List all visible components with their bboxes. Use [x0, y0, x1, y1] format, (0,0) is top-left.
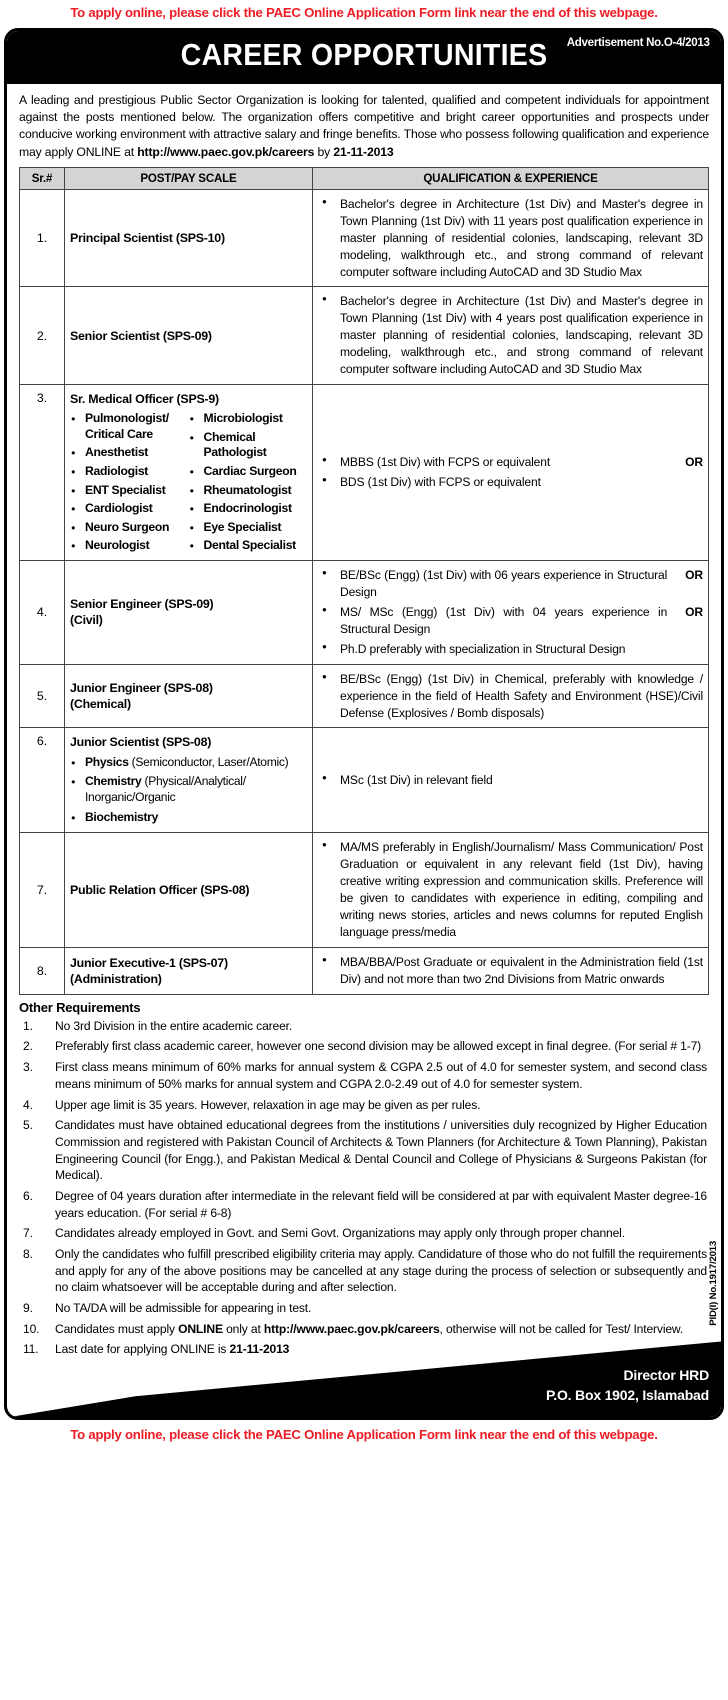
row-qualification — [313, 664, 709, 728]
specialty-list-right — [189, 411, 308, 554]
subject-list — [70, 755, 307, 826]
qualification-item — [318, 567, 703, 601]
post-title: Junior Executive-1 (SPS-07) — [70, 955, 228, 970]
specialties-container — [70, 411, 307, 557]
header-bar — [6, 30, 722, 84]
or-label: ● OR — [685, 568, 703, 583]
post-title: Junior Engineer (SPS-08) — [70, 680, 213, 695]
table-row — [20, 833, 709, 948]
footer-signature-block — [546, 1365, 709, 1406]
qualification-item: ● Bachelor's degree in Architecture (1st Div) and Master's degree in Town Planning (1st Div) with 11 years post qualification experience in master planning of residential colonies, landscaping, relevant 3D modeling, walkthrough etc., and strong command of relevant computer software including AutoCAD and 3D Studio Max — [318, 196, 703, 281]
specialty-list-left — [70, 411, 189, 554]
post-subtitle: (Chemical) — [70, 697, 131, 712]
row-qualification — [313, 189, 709, 287]
post-title: Junior Scientist (SPS-08) — [70, 735, 212, 750]
requirement-post: , otherwise will not be called for Test/ Interview. — [439, 1321, 684, 1336]
row-serial: 3. — [20, 385, 65, 561]
row-post — [65, 728, 313, 833]
requirement-item: Upper age limit is 35 years. However, relaxation in age may be given as per rules. — [55, 1097, 481, 1112]
table-row — [20, 385, 709, 561]
specialty-item: ● Anesthetist — [70, 445, 189, 461]
specialties-column-right — [189, 411, 308, 557]
row-post — [65, 189, 313, 287]
row-qualification — [313, 833, 709, 948]
qualification-list — [318, 567, 703, 658]
table-row — [20, 189, 709, 287]
last-date-pre: Last date for applying ONLINE is — [55, 1342, 230, 1357]
row-serial: 1. — [20, 189, 65, 287]
qualification-item: ● MBA/BBA/Post Graduate or equivalent in the Administration field (1st Div) and not more than two 2nd Divisions from Matric onwards — [318, 954, 703, 988]
qualification-text: MBBS (1st Div) with FCPS or equivalent — [340, 455, 551, 470]
subject-name: Biochemistry — [85, 809, 159, 824]
advertisement-number: Advertisement No.O-4/2013 — [567, 34, 710, 49]
requirement-item: Degree of 04 years duration after intermediate in the relevant field will be considered at par with equivalent Master degree-16 years education. (For serial # 6-8) — [55, 1188, 707, 1220]
intro-by-label: by — [314, 144, 334, 159]
posts-table — [19, 167, 709, 995]
column-header-post: POST/PAY SCALE — [65, 167, 313, 189]
qualification-item: ● MSc (1st Div) in relevant field — [318, 772, 703, 789]
qualification-list — [318, 293, 703, 378]
post-title: Senior Scientist (SPS-09) — [70, 328, 212, 343]
row-serial: 4. — [20, 561, 65, 665]
specialty-item: ● Eye Specialist — [189, 520, 308, 536]
requirement-item: No TA/DA will be admissible for appearing in test. — [55, 1301, 312, 1316]
qualification-item — [318, 604, 703, 638]
advertisement-frame — [4, 28, 724, 1421]
qualification-item: ● MA/MS preferably in English/Journalism/ Mass Communication/ Post Graduation or equivalent in any relevant field (1st Div), having creative writing expression and communication skills. Preference will be given to candidates with experience in editing, compiling and writing news stories, articles and news columns for reputed English language press/media — [318, 839, 703, 941]
requirement-item: Only the candidates who fulfill prescribed eligibility criteria may apply. Candidature of those who do not fulfill the requirements and apply for any of the above positions may be cancelled at any stage during the process of selection or subsequently and no claim whatsoever will be acceptable during and after selection. — [55, 1247, 707, 1295]
row-qualification — [313, 728, 709, 833]
intro-paragraph — [7, 84, 721, 167]
qualification-item — [318, 454, 703, 471]
apply-online-banner-top: To apply online, please click the PAEC Online Application Form link near the end of this webpage. — [70, 5, 658, 20]
qualification-list — [318, 772, 703, 789]
apply-online-banner-bottom: To apply online, please click the PAEC Online Application Form link near the end of this webpage. — [70, 1427, 658, 1443]
subject-item — [70, 755, 307, 771]
requirement-item-lastdate — [19, 1341, 707, 1358]
qualification-list — [318, 839, 703, 941]
or-label: ● OR — [685, 604, 703, 619]
row-post — [65, 833, 313, 948]
qualification-item: ● BE/BSc (Engg) (1st Div) in Chemical, preferably with knowledge / experience in the field of Health Safety and Environment (HSE)/Civil Defense (Explosives / Bomb disposals) — [318, 671, 703, 722]
online-keyword: ONLINE — [178, 1321, 223, 1336]
specialty-item: ● Dental Specialist — [189, 538, 308, 554]
specialty-item: ● Pulmonologist/ Critical Care — [70, 411, 189, 442]
specialty-item: ● Neurologist — [70, 538, 189, 554]
row-qualification — [313, 385, 709, 561]
table-row — [20, 287, 709, 385]
subject-name: Physics — [85, 754, 129, 769]
post-title: Senior Engineer (SPS-09) — [70, 597, 214, 612]
post-subtitle: (Administration) — [70, 971, 162, 986]
subject-item — [70, 810, 307, 826]
subject-name: Chemistry — [85, 774, 142, 789]
requirement-item: First class means minimum of 60% marks for annual system & CGPA 2.5 out of 4.0 for semester system, and second class means minimum of 50% marks for annual system and CGPA 2.0-2.49 out of 4.0 for semester system. — [55, 1060, 707, 1091]
row-post — [65, 385, 313, 561]
footer-section — [7, 1341, 721, 1417]
last-date-list — [7, 1341, 721, 1358]
qualification-text: MS/ MSc (Engg) (1st Div) with 04 years experience in Structural Design — [340, 604, 668, 636]
qualification-item: ● BDS (1st Div) with FCPS or equivalent — [318, 474, 703, 491]
careers-url-link[interactable]: http://www.paec.gov.pk/careers — [263, 1321, 440, 1336]
requirement-item: Candidates already employed in Govt. and Semi Govt. Organizations may apply only through proper channel. — [55, 1226, 625, 1241]
signatory-title: Director HRD — [623, 1366, 709, 1383]
qualification-list — [318, 454, 703, 491]
qualification-item: ● Ph.D preferably with specialization in Structural Design — [318, 641, 703, 658]
qualification-list — [318, 196, 703, 281]
row-serial: 5. — [20, 664, 65, 728]
page-title: CAREER OPPORTUNITIES — [180, 36, 548, 72]
row-qualification — [313, 287, 709, 385]
subject-item — [70, 774, 307, 805]
row-post — [65, 947, 313, 994]
qualification-text: BE/BSc (Engg) (1st Div) with 06 years experience in Structural Design — [340, 568, 668, 599]
row-qualification — [313, 561, 709, 665]
specialties-column-left — [70, 411, 189, 557]
table-header-row — [20, 167, 709, 189]
table-row — [20, 728, 709, 833]
intro-deadline: 21-11-2013 — [333, 144, 394, 159]
row-qualification — [313, 947, 709, 994]
subject-detail: (Semiconductor, Laser/Atomic) — [128, 754, 289, 769]
signatory-address: P.O. Box 1902, Islamabad — [545, 1387, 709, 1404]
row-post — [65, 664, 313, 728]
specialty-item: ● Neuro Surgeon — [70, 520, 189, 536]
row-serial: 8. — [20, 947, 65, 994]
row-serial: 2. — [20, 287, 65, 385]
other-requirements-heading: Other Requirements — [19, 999, 141, 1015]
requirement-mid: only at — [222, 1321, 264, 1336]
column-header-sr: Sr.# — [20, 167, 65, 189]
specialty-item: ● Chemical Pathologist — [189, 430, 308, 461]
requirement-item-online — [19, 1321, 707, 1338]
or-label: ● OR — [685, 455, 703, 470]
requirement-item: Candidates must have obtained educational degrees from the institutions / universities duly recognized by Higher Education Commission and registered with Pakistan Council of Architects & Town Planners (for Architecture & Town Planning), Pakistan Engineering Council (for Engg.), and Pakistan Medical & Dental Council and College of Physicians & Surgeons Pakistan (for Medical). — [55, 1118, 707, 1183]
qualification-item: ● Bachelor's degree in Architecture (1st Div) and Master's degree in Town Planning (1st Div) with 4 years post qualification experience in master planning of residential colonies, landscaping, relevant 3D modeling, walkthrough etc., and strong command of relevant computer software including AutoCAD and 3D Studio Max — [318, 293, 703, 378]
post-title: Sr. Medical Officer (SPS-9) — [70, 392, 219, 407]
last-date-value: 21-11-2013 — [229, 1342, 290, 1357]
row-post — [65, 561, 313, 665]
other-requirements-list — [7, 1018, 721, 1338]
table-row — [20, 561, 709, 665]
column-header-qualification: QUALIFICATION & EXPERIENCE — [313, 167, 709, 189]
qualification-list — [318, 671, 703, 722]
qualification-list — [318, 954, 703, 988]
specialty-item: ● Cardiologist — [70, 501, 189, 517]
specialty-item: ● Radiologist — [70, 464, 189, 480]
pid-code: PID(I) No.1917/2013 — [708, 1240, 719, 1326]
table-row — [20, 664, 709, 728]
careers-url[interactable]: http://www.paec.gov.pk/careers — [137, 144, 315, 159]
post-title: Public Relation Officer (SPS-08) — [70, 883, 250, 898]
table-row — [20, 947, 709, 994]
post-subtitle: (Civil) — [70, 613, 103, 628]
row-serial: 6. — [20, 728, 65, 833]
requirement-item: No 3rd Division in the entire academic career. — [55, 1018, 293, 1033]
post-title: Principal Scientist (SPS-10) — [70, 231, 225, 246]
row-post — [65, 287, 313, 385]
requirement-item: Preferably first class academic career, however one second division may be allowed except in final degree. (For serial # 1-7) — [55, 1039, 702, 1054]
specialty-item: ● ENT Specialist — [70, 483, 189, 499]
subject-detail: (Physical/Analytical/ Inorganic/Organic — [85, 774, 246, 804]
row-serial: 7. — [20, 833, 65, 948]
requirement-pre: Candidates must apply — [55, 1321, 179, 1336]
specialty-item: ● Cardiac Surgeon — [189, 464, 308, 480]
intro-text: A leading and prestigious Public Sector Organization is looking for talented, qualified and competent individuals for appointment against the posts mentioned below. The organization offers competitive and bright career opportunities and prospects under conducive working environment with attractive salary and fringe benefits. Those who possess following qualification and experience may apply ONLINE at — [19, 92, 709, 159]
specialty-item: ● Rheumatologist — [189, 483, 308, 499]
specialty-item: ● Endocrinologist — [189, 501, 308, 517]
specialty-item: ● Microbiologist — [189, 411, 308, 427]
